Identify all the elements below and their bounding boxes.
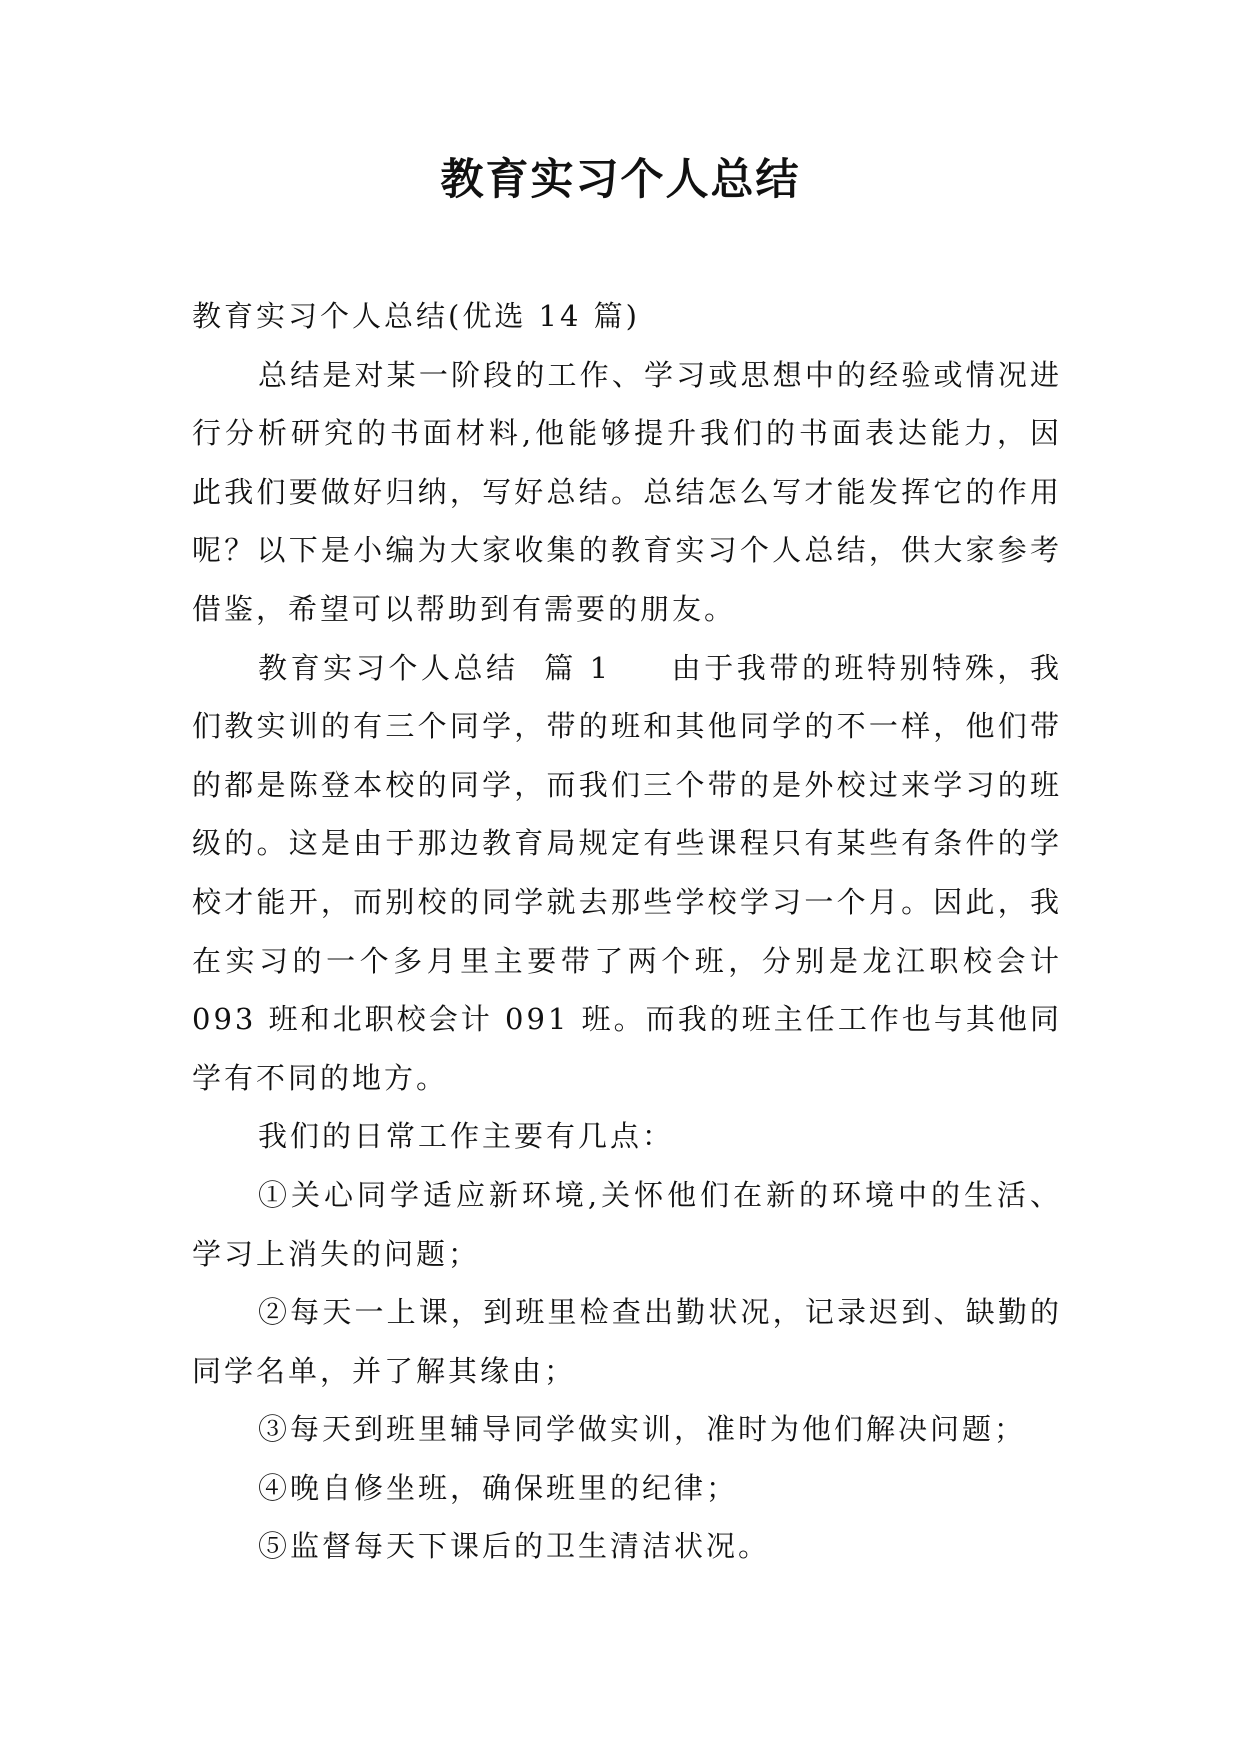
duty-item-3: ③每天到班里辅导同学做实训，准时为他们解决问题； [258, 1412, 1027, 1447]
duty-item-4: ④晚自修坐班，确保班里的纪律； [258, 1470, 739, 1505]
duty-item-1: ①关心同学适应新环境,关怀他们在新的环境中的生活、学习上消失的问题； [192, 1177, 1062, 1271]
duty-item-5: ⑤监督每天下课后的卫生清洁状况。 [258, 1529, 771, 1564]
duties-intro: 我们的日常工作主要有几点： [258, 1119, 675, 1154]
document-title: 教育实习个人总结 [440, 155, 801, 205]
section-1-paragraph [192, 639, 1062, 1108]
section-1-text: 由于我带的班特别特殊，我们教实训的有三个同学，带的班和其他同学的不一样，他们带的都是陈登本校的同学，而我们三个带的是外校过来学习的班级的。这是由于那边教育局规定有些课程只有某些有条件的学校才能开，而别校的同学就去那些学校学习一个月。因此，我在实习的一个多月里主要带了两个班，分别是龙江职校会计 093 班和北职校会计 091 班。而我的班主任工作也与其他同学有不同的地方。 [192, 650, 1062, 1095]
document-subtitle: 教育实习个人总结(优选 14 篇) [192, 299, 640, 333]
document-body [192, 287, 1062, 1576]
intro-paragraph: 总结是对某一阶段的工作、学习或思想中的经验或情况进行分析研究的书面材料,他能够提升我们的书面表达能力，因此我们要做好归纳，写好总结。总结怎么写才能发挥它的作用呢？以下是小编为大家收集的教育实习个人总结，供大家参考借鉴，希望可以帮助到有需要的朋友。 [192, 357, 1062, 626]
duty-item-2: ②每天一上课，到班里检查出勤状况，记录迟到、缺勤的同学名单，并了解其缘由； [192, 1295, 1062, 1388]
section-1-heading: 教育实习个人总结 篇 1 [258, 650, 612, 685]
